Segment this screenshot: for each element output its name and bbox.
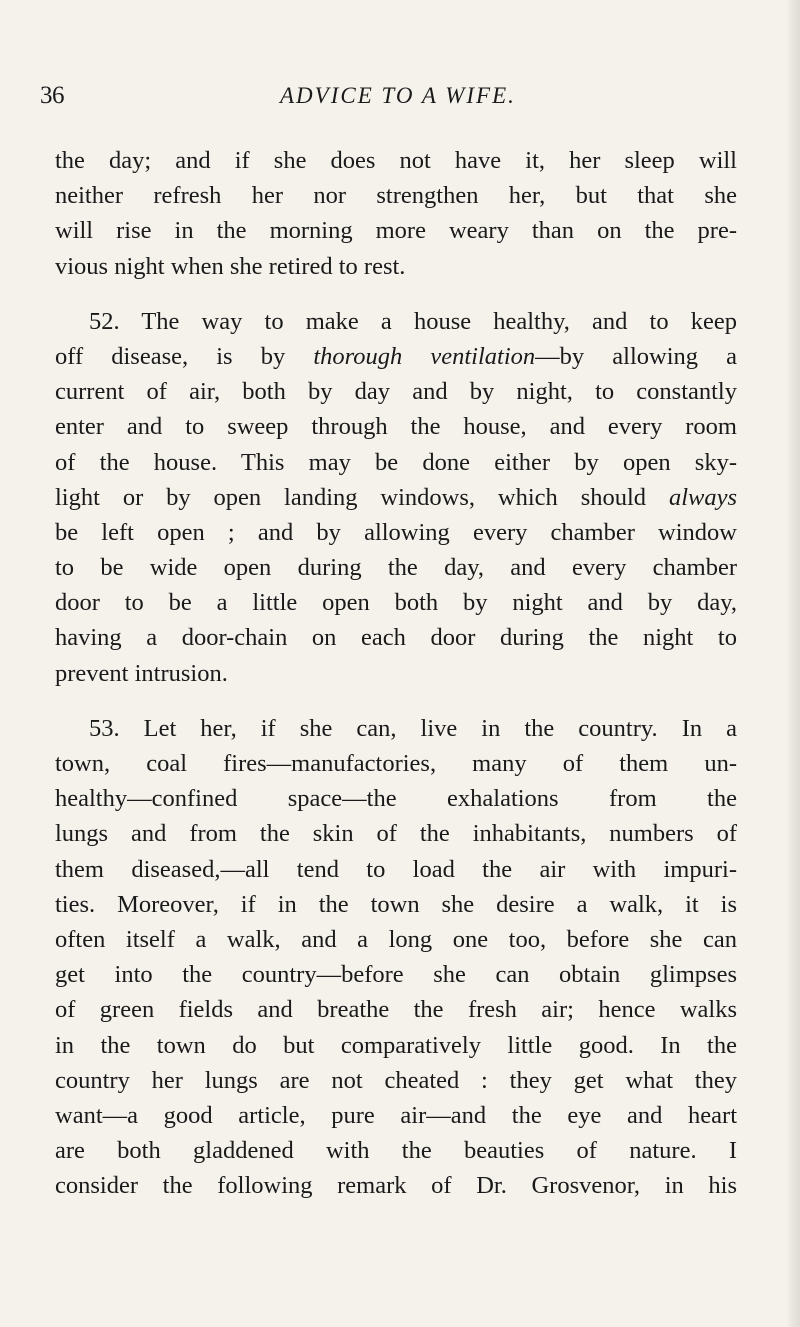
text-line [55, 374, 737, 409]
text-line: country her lungs are not cheated : they get what they [55, 1066, 737, 1094]
paragraph-gap [55, 691, 737, 711]
line-text: door to be a little open both by night and by day, [55, 589, 737, 617]
paragraph-gap [55, 284, 737, 304]
running-head: ADVICE TO A WIFE. [280, 83, 516, 108]
text-line: want—a good article, pure air—and the eye and heart [55, 1101, 737, 1129]
line-text: off disease, is by [55, 342, 314, 370]
line-text: enter and to sweep through the house, and every room [55, 413, 737, 441]
page-header [40, 76, 740, 116]
text-line [55, 445, 737, 480]
line-text: light or by open landing windows, which should [55, 483, 669, 511]
line-text: prevent intrusion. [55, 659, 228, 687]
text-line: them diseased,—all tend to load the air with impuri- [55, 855, 737, 883]
text-line: will rise in the morning more weary than on the pre- [55, 217, 737, 245]
text-line [55, 304, 737, 339]
body-text [55, 143, 737, 1203]
text-line: in the town do but comparatively little good. In the [55, 1031, 737, 1059]
paragraph-52 [55, 304, 737, 691]
line-text: current of air, both by day and by night, to constantly [55, 378, 737, 406]
text-line: are both gladdened with the beauties of nature. I [55, 1137, 737, 1165]
text-line [55, 620, 737, 655]
text-line [55, 515, 737, 550]
line-text: be left open ; and by allowing every chamber window [55, 518, 737, 546]
text-line: town, coal fires—manufactories, many of them un- [55, 750, 737, 777]
text-line [55, 480, 737, 515]
text-line [55, 339, 737, 374]
page-edge-shadow [786, 0, 800, 1327]
text-line: ties. Moreover, if in the town she desire a walk, it is [55, 890, 737, 918]
text-line: often itself a walk, and a long one too, before she can [55, 925, 737, 953]
text-line: of green fields and breathe the fresh air; hence walks [55, 996, 737, 1024]
line-text: —by allowing a [535, 342, 737, 370]
page-number: 36 [40, 82, 64, 109]
emphasis-text: thorough ventilation [313, 342, 536, 370]
text-line [55, 656, 737, 691]
text-line: vious night when she retired to rest. [55, 252, 406, 280]
paragraph-continuation [55, 143, 737, 284]
text-line: healthy—confined space—the exhalations from the [55, 785, 737, 813]
line-text: to be wide open during the day, and every chamber [55, 554, 737, 582]
line-text: 52. The way to make a house healthy, and to keep [89, 307, 737, 335]
text-line: 53. Let her, if she can, live in the country. In a [89, 714, 737, 742]
text-line: get into the country—before she can obtain glimpses [55, 961, 737, 989]
text-line: the day; and if she does not have it, her sleep will [55, 147, 737, 174]
text-line [55, 409, 737, 444]
text-line [55, 550, 737, 585]
line-text: having a door-chain on each door during the night to [55, 624, 737, 652]
text-line [55, 585, 737, 620]
paragraph-53 [55, 711, 737, 1204]
emphasis-text: always [668, 483, 737, 511]
text-line: consider the following remark of Dr. Grosvenor, in his [55, 1172, 737, 1200]
line-text: of the house. This may be done either by open sky- [55, 448, 737, 476]
text-line: lungs and from the skin of the inhabitants, numbers of [55, 820, 737, 848]
text-line: neither refresh her nor strengthen her, but that she [55, 182, 737, 210]
